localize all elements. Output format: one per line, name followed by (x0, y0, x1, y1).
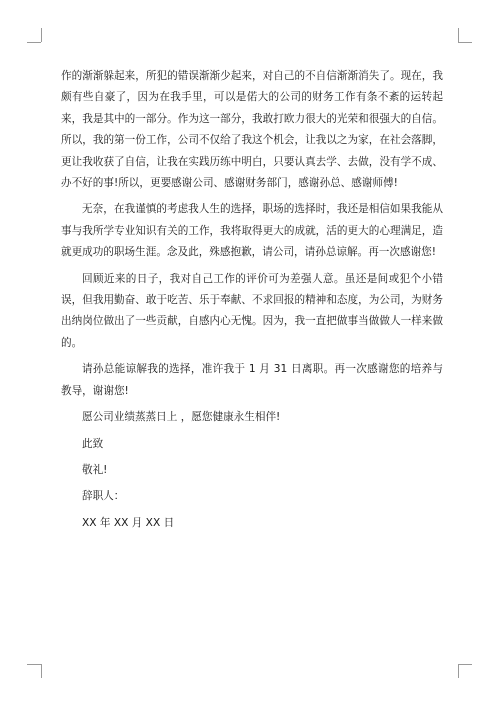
paragraph-review: 回顾近来的日子，我对自己工作的评价可为差强人意。虽还是间或犯个小错误，但我用勤奋、敢于吃苦、乐于奉献、不求回报的精神和态度，为公司，为财务出纳岗位做出了一些贡献，自感内心无愧。因为，我一直把做事当做做人一样来做的。 (61, 272, 443, 349)
date-line: XX 年 XX 月 XX 日 (82, 516, 175, 529)
paragraph-request: 请孙总能谅解我的选择，准许我于 1 月 31 日离职。再一次感谢您的培养与教导，谢谢您! (61, 363, 443, 397)
wish-line: 愿公司业绩蒸蒸日上 ，愿您健康永生相伴! (82, 411, 281, 424)
paragraph-gratitude: 作的渐渐躲起来，所犯的错误渐渐少起来，对自己的不自信渐渐消失了。现在，我颇有些自豪了，因为在我手里，可以是偌大的公司的财务工作有条不紊的运转起来，我是其中的一部分。作为这一部分，我敢打欧力很大的光荣和很强大的自信。所以，我的第一份工作，公司不仅给了我这个机会，让我以之为家，在社会落脚，更让我收获了自信，让我在实践历练中明白，只要认真去学、去做，没有学不成、办不好的事!所以，更要感谢公司、感谢财务部门，感谢孙总、感谢师傅! (61, 70, 443, 190)
signature-label: 辞职人： (82, 490, 125, 503)
closing-line-1: 此致 (82, 437, 104, 450)
closing-line-2: 敬礼! (82, 463, 108, 476)
paragraph-reason: 无奈，在我谨慎的考虑我人生的选择，职场的选择时，我还是相信如果我能从事与我所学专业知识有关的工作，我将取得更大的成就，活的更大的心理满足，造就更成功的职场生涯。念及此，殊感抱歉，请公司，请孙总谅解。再一次感谢您! (61, 203, 443, 259)
letter-body (61, 66, 443, 534)
